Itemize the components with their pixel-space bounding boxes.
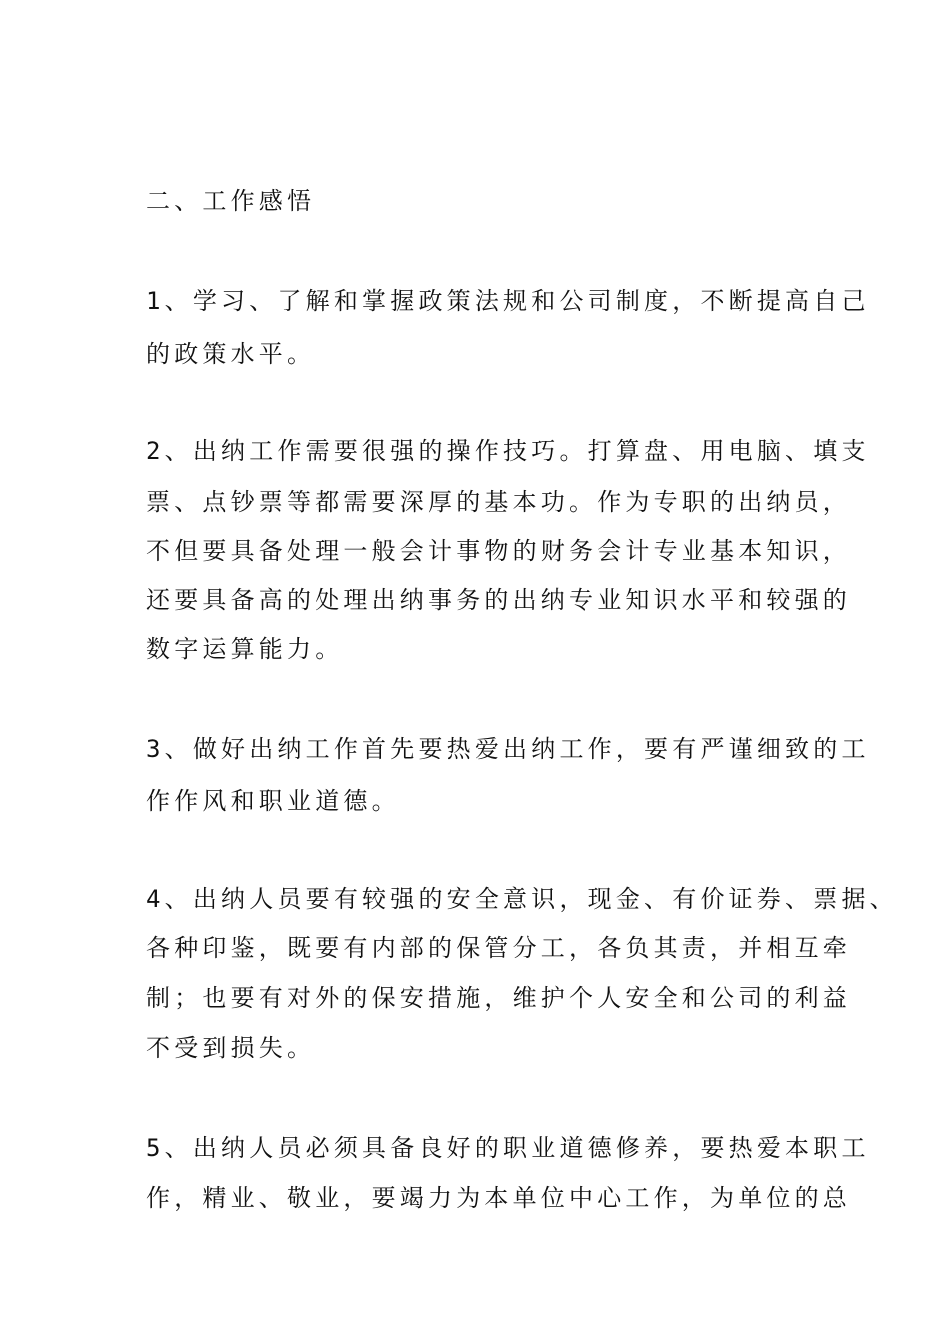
paragraph-line: 作，精业、敬业，要竭力为本单位中心工作，为单位的总: [146, 1184, 851, 1212]
paragraph-line: 不但要具备处理一般会计事物的财务会计专业基本知识，: [146, 537, 851, 565]
paragraph-line: 3、做好出纳工作首先要热爱出纳工作，要有严谨细致的工: [146, 735, 870, 763]
paragraph-line: 1、学习、了解和掌握政策法规和公司制度，不断提高自己: [146, 287, 870, 315]
paragraph-line: 还要具备高的处理出纳事务的出纳专业知识水平和较强的: [146, 586, 851, 614]
paragraph-line: 的政策水平。: [146, 340, 316, 368]
paragraph-line: 各种印鉴，既要有内部的保管分工，各负其责，并相互牵: [146, 934, 851, 962]
paragraph-line: 作作风和职业道德。: [146, 787, 400, 815]
paragraph-line: 4、出纳人员要有较强的安全意识，现金、有价证券、票据、: [146, 885, 898, 913]
paragraph-line: 不受到损失。: [146, 1034, 316, 1062]
paragraph-line: 制；也要有对外的保安措施，维护个人安全和公司的利益: [146, 984, 851, 1012]
paragraph-line: 5、出纳人员必须具备良好的职业道德修养，要热爱本职工: [146, 1134, 870, 1162]
paragraph-line: 票、点钞票等都需要深厚的基本功。作为专职的出纳员，: [146, 488, 851, 516]
paragraph-line: 数字运算能力。: [146, 635, 344, 663]
paragraph-line: 2、出纳工作需要很强的操作技巧。打算盘、用电脑、填支: [146, 437, 870, 465]
section-heading: 二、工作感悟: [146, 187, 316, 215]
